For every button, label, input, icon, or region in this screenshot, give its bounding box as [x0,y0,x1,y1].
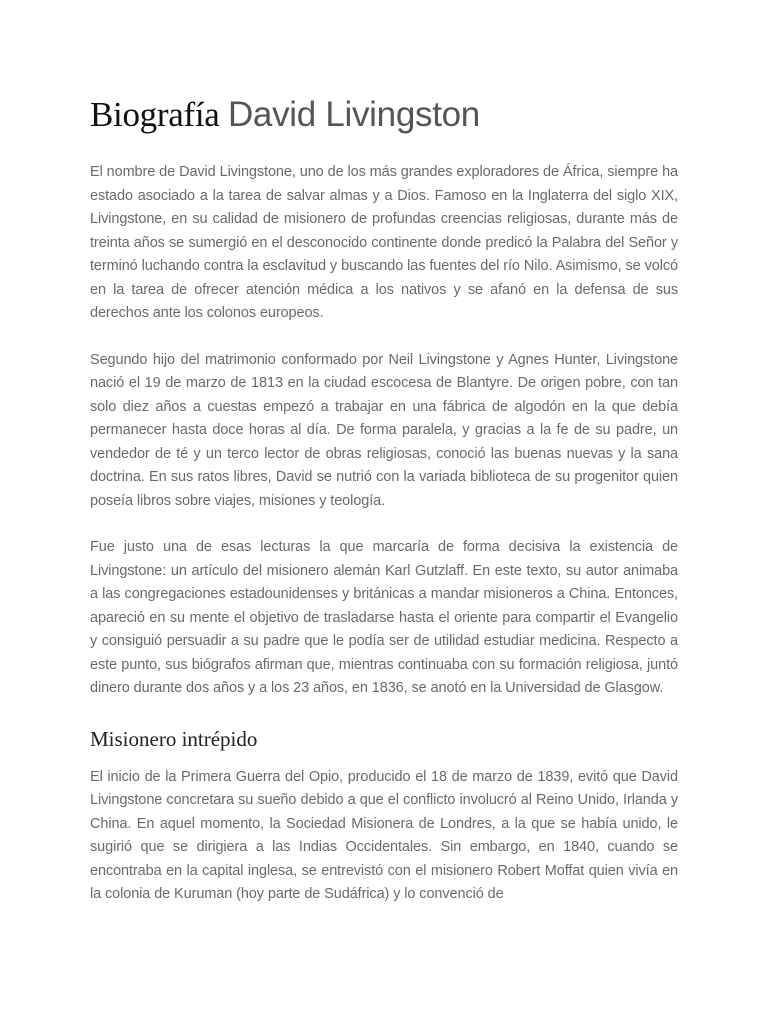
title-sans-part: David Livingston [227,95,480,134]
paragraph-section-1: El inicio de la Primera Guerra del Opio, producido el 18 de marzo de 1839, evitó que David Livingstone concretara su sueño debido a que el conflicto involucró al Reino Unido, Irlanda y China. En aquel momento, la Sociedad Misionera de Londres, a la que se había unido, le sugirió que se dirigiera a las Indias Occidentales. Sin embargo, en 1840, cuando se encontraba en la capital inglesa, se entrevistó con el misionero Robert Moffat quien vivía en la colonia de Kuruman (hoy parte de Sudáfrica) y lo convenció de [90,768,678,902]
paragraph-intro-3: Fue justo una de esas lecturas la que marcaría de forma decisiva la existencia de Livingstone: un artículo del misionero alemán Karl Gutzlaff. En este texto, su autor animaba a las congregaciones estadounidenses y británicas a mandar misioneros a China. Entonces, apareció en su mente el objetivo de trasladarse hasta el oriente para compartir el Evangelio y consiguió persuadir a su padre que le podía ser de utilidad estudiar medicina. Respecto a este punto, sus biógrafos afirman que, mientras continuaba con su formación religiosa, juntó dinero durante dos años y a los 23 años, en 1836, se anotó en la Universidad de Glasgow. [90,539,678,696]
page-title [90,92,678,138]
section-heading: Misionero intrépido [90,726,258,751]
title-serif-part: Biografía [90,95,220,134]
document-page [90,92,678,930]
paragraph-intro-2: Segundo hijo del matrimonio conformado por Neil Livingstone y Agnes Hunter, Livingstone nació el 19 de marzo de 1813 en la ciudad escocesa de Blantyre. De origen pobre, con tan solo diez años a cuestas empezó a trabajar en una fábrica de algodón en la que debía permanecer hasta doce horas al día. De forma paralela, y gracias a la fe de su padre, un vendedor de té y un terco lector de obras religiosas, conoció las buenas nuevas y la sana doctrina. En sus ratos libres, David se nutrió con la variada biblioteca de su progenitor quien poseía libros sobre viajes, misiones y teología. [90,351,678,509]
paragraph-intro-1: El nombre de David Livingstone, uno de los más grandes exploradores de África, siempre ha estado asociado a la tarea de salvar almas y a Dios. Famoso en la Inglaterra del siglo XIX, Livingstone, en su calidad de misionero de profundas creencias religiosas, durante más de treinta años se sumergió en el desconocido continente donde predicó la Palabra del Señor y terminó luchando contra la esclavitud y buscando las fuentes del río Nilo. Asimismo, se volcó en la tarea de ofrecer atención médica a los nativos y se afanó en la defensa de sus derechos ante los colonos europeos. [90,164,678,321]
